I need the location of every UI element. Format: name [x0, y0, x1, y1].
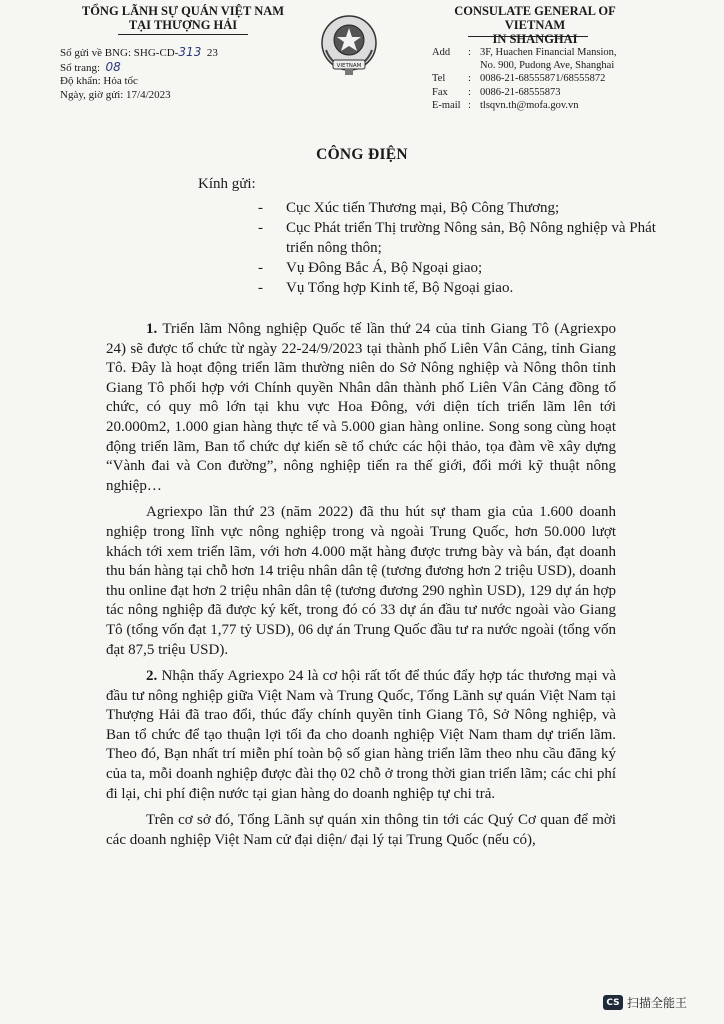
- sender-org-en-line1: CONSULATE GENERAL OF VIETNAM: [454, 4, 616, 32]
- meta-do-khan: Độ khẩn: Hỏa tốc: [60, 75, 138, 87]
- handwritten-number: 313: [178, 45, 202, 59]
- meta-ngay-gio: Ngày, giờ gửi: 17/4/2023: [60, 88, 171, 101]
- recipient-list: [258, 198, 658, 298]
- vietnam-national-emblem-icon: [318, 14, 380, 78]
- contact-tel: Tel : 0086-21-68555871/68555872: [432, 73, 606, 85]
- contact-address-2: No. 900, Pudong Ave, Shanghai: [480, 60, 615, 72]
- scanner-label: 扫描全能王: [627, 996, 688, 1010]
- document-meta: [60, 46, 300, 102]
- paragraph-2: 2. Nhận thấy Agriexpo 24 là cơ hội rất tốt để thúc đẩy hợp tác thương mại và đầu tư nông nghiệp giữa Việt Nam và Trung Quốc, Tổng Lãnh sự quán Việt Nam tại Thượng Hải đã trao đổi, thúc đẩy chính quyền tỉnh Giang Tô, Sở Nông nghiệp, và Ban tổ chức để tạo thuận lợi tối đa cho doanh nghiệp Việt Nam tham dự triển lãm. Theo đó, Bạn nhất trí miễn phí toàn bộ số gian hàng triển lãm theo nhu cầu đăng ký của ta, mỗi doanh nghiệp được đài thọ 02 chỗ ở trong thời gian triển lãm; các chi phí đi lại, chi phí điện nước tại gian hàng do doanh nghiệp tự chi trả.: [106, 668, 616, 802]
- paragraph-1b: Agriexpo lần thứ 23 (năm 2022) đã thu hút sự tham gia của 1.600 doanh nghiệp trong lĩnh vực nông nghiệp trong và ngoài Trung Quốc, hơn 50.000 lượt khách tới xem triển lãm, với hơn 4.000 mặt hàng được trưng bày và bán, đạt doanh thu bán hàng tại chỗ hơn 14 triệu nhân dân tệ (tương đương hơn 2 triệu USD), doanh thu online đạt hơn 2 triệu nhân dân tệ (tương đương 290 nghìn USD), 129 dự án hợp tác nông nghiệp đã được ký kết, trong đó có 33 dự án đầu tư nước ngoài vào Giang Tô (tổng vốn đạt 1,77 tỷ USD), 06 dự án Trung Quốc đầu tư ra nước ngoài (tổng vốn đạt 87,5 triệu USD).: [106, 504, 616, 658]
- contact-address: Add : 3F, Huachen Financial Mansion,: [432, 47, 617, 58]
- header-left-underline: [118, 34, 248, 35]
- emblem-ribbon-text: VIETNAM: [336, 63, 362, 69]
- kinh-gui-label: Kính gửi:: [198, 176, 256, 192]
- header-right-underline: [468, 36, 588, 37]
- recipient-item: - Cục Phát triển Thị trường Nông sản, Bộ Nông nghiệp và Phát triển nông thôn;: [258, 220, 656, 256]
- meta-so-trang: Số trang: 08: [60, 59, 121, 74]
- document-body: [106, 320, 616, 857]
- recipient-item: - Vụ Đông Bắc Á, Bộ Ngoại giao;: [258, 260, 483, 276]
- paragraph-1: 1. Triển lãm Nông nghiệp Quốc tế lần thứ 24 của tỉnh Giang Tô (Agriexpo 24) sẽ được tổ chức từ ngày 22-24/9/2023 tại thành phố Liên Vân Cảng, tỉnh Giang Tô. Đây là hoạt động triển lãm thường niên do Sở Nông nghiệp và Nông thôn tỉnh Giang Tô phối hợp với Chính quyền Nhân dân thành phố Liên Vân Cảng đồng tổ chức, có quy mô lớn tại khu vực Hoa Đông, với diện tích triển lãm lên tới 20.000m2, 1.000 gian hàng thực tế và 5.000 gian hàng online. Song song cùng hoạt động triển lãm, Ban tổ chức dự kiến sẽ tổ chức các hội thảo, tọa đàm về xây dựng “Vành đai và Con đường”, nông nghiệp tiến ra thế giới, đổi mới kỹ thuật nông nghiệp…: [106, 321, 616, 494]
- sender-org-en-line2: IN SHANGHAI: [492, 32, 578, 46]
- recipient-item: - Cục Xúc tiến Thương mại, Bộ Công Thương;: [258, 200, 560, 216]
- paragraph-2b: Trên cơ sở đó, Tổng Lãnh sự quán xin thông tin tới các Quý Cơ quan để mời các doanh nghiệp Việt Nam cử đại diện/ đại lý tại Trung Quốc (nếu có),: [106, 812, 616, 848]
- document-title: CÔNG ĐIỆN: [316, 146, 408, 163]
- handwritten-pages: 08: [105, 59, 121, 74]
- meta-so-gui: Số gửi về BNG: SHG-CD-313 23: [60, 45, 218, 59]
- camscanner-logo-icon: CS: [603, 995, 623, 1010]
- contact-email: E-mail : tlsqvn.th@mofa.gov.vn: [432, 99, 579, 111]
- contact-block: [432, 46, 692, 112]
- sender-org-line2: TẠI THƯỢNG HẢI: [128, 18, 238, 32]
- sender-org-vn: [68, 4, 298, 32]
- scanner-watermark: [603, 994, 687, 1011]
- recipient-item: - Vụ Tổng hợp Kinh tế, Bộ Ngoại giao.: [258, 280, 514, 296]
- contact-fax: Fax : 0086-21-68555873: [432, 86, 561, 98]
- sender-org-line1: TỔNG LÃNH SỰ QUÁN VIỆT NAM: [81, 4, 285, 18]
- sender-org-en: [430, 4, 640, 46]
